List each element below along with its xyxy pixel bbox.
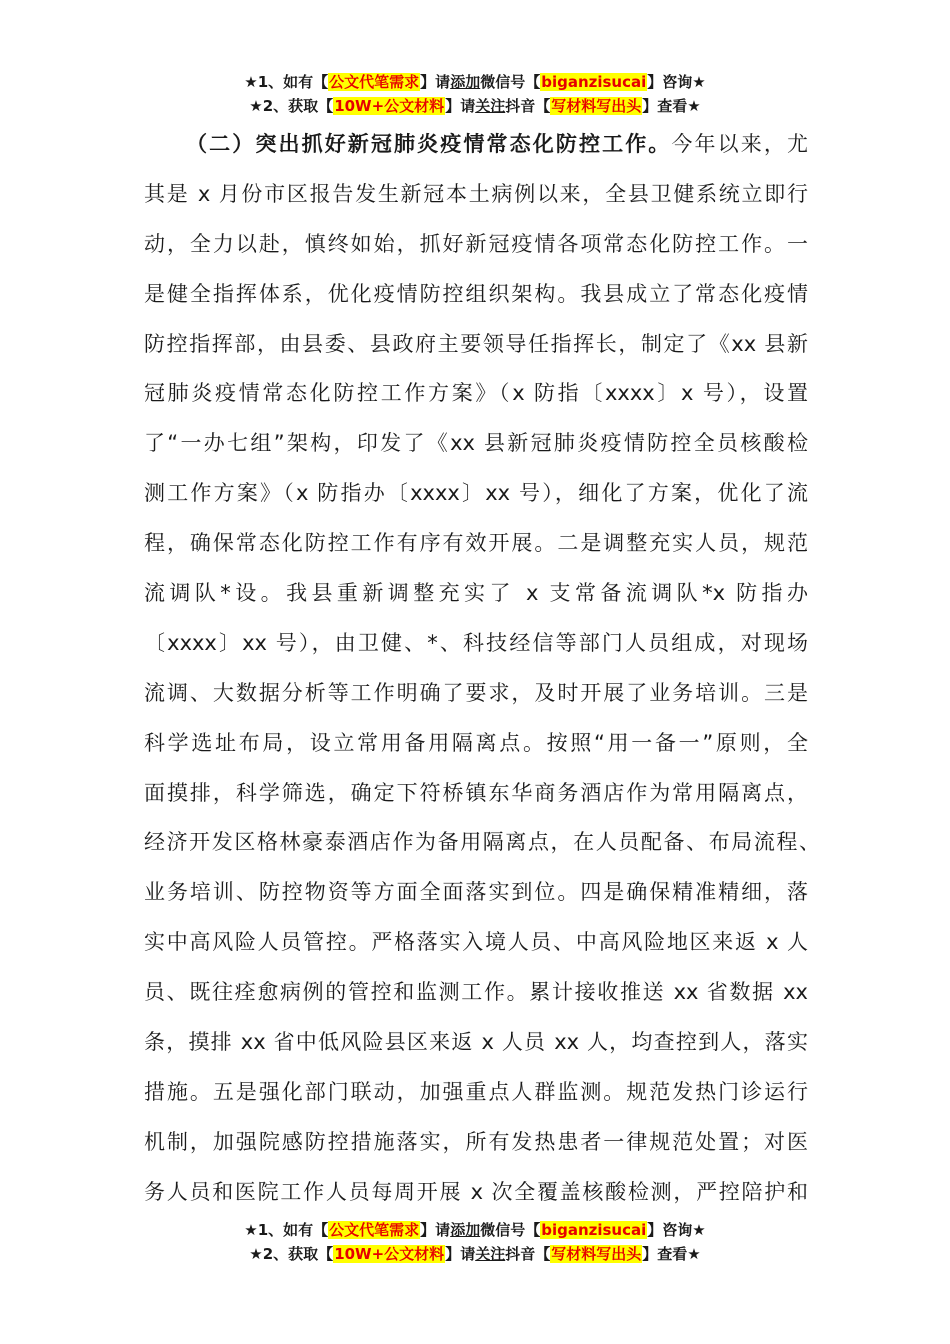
paragraph-line: 务人员和医院工作人员每周开展 x 次全覆盖核酸检测，严控陪护和: [144, 1179, 808, 1204]
highlight-douyin: 写材料写出头: [551, 1245, 642, 1263]
paragraph-line: 是健全指挥体系，优化疫情防控组织架构。我县成立了常态化疫情: [144, 281, 808, 306]
highlight-douyin: 写材料写出头: [551, 97, 642, 115]
line-text: 今年以来，尤: [671, 132, 808, 156]
banner-line-2: [0, 1242, 950, 1266]
paragraph-line: 科学选址布局，设立常用备用隔离点。按照“用一备一”原则，全: [144, 730, 808, 755]
paragraph-line: 冠肺炎疫情常态化防控工作方案》（x 防指〔xxxx〕x 号），设置: [144, 381, 808, 406]
paragraph-line: 措施。五是强化部门联动，加强重点人群监测。规范发热门诊运行: [144, 1079, 808, 1104]
highlight-service: 公文代笔需求: [329, 73, 420, 91]
paragraph-line: 员、既往痊愈病例的管控和监测工作。累计接收推送 xx 省数据 xx: [144, 980, 808, 1005]
paragraph-line: [144, 120, 808, 170]
banner-text: 抖音【: [505, 1245, 551, 1263]
banner-text: ★2、获取【: [249, 97, 334, 115]
banner-line-1: [0, 1218, 950, 1242]
banner-text: 】请: [420, 73, 451, 91]
paragraph-line: 业务培训、防控物资等方面全面落实到位。四是确保精准精细，落: [144, 880, 808, 905]
banner-text: 】请: [445, 1245, 476, 1263]
document-body: [144, 120, 820, 1218]
paragraph-line: 测工作方案》（x 防指办〔xxxx〕xx 号），细化了方案，优化了流: [144, 481, 808, 506]
paragraph-line: 经济开发区格林豪泰酒店作为备用隔离点，在人员配备、布局流程、: [144, 830, 820, 855]
paragraph-line: 动，全力以赴，慎终如始，抓好新冠疫情各项常态化防控工作。一: [144, 231, 808, 256]
footer-banner: [0, 1218, 950, 1266]
paragraph-line: 防控指挥部，由县委、县政府主要领导任指挥长，制定了《xx 县新: [144, 331, 808, 356]
highlight-service: 公文代笔需求: [329, 1221, 420, 1239]
highlight-wechat-id: biganzisucai: [541, 73, 647, 91]
highlight-materials: 10W+公文材料: [334, 1245, 445, 1263]
paragraph-line: 条，摸排 xx 省中低风险县区来返 x 人员 xx 人，均查控到人，落实: [144, 1030, 808, 1055]
underlined-text: 关注: [475, 97, 506, 115]
banner-line-1: [0, 70, 950, 94]
banner-text: 】咨询★: [647, 1221, 706, 1239]
banner-text: 微信号【: [480, 73, 541, 91]
paragraph-line: 面摸排，科学筛选，确定下符桥镇东华商务酒店作为常用隔离点，: [144, 780, 808, 805]
highlight-materials: 10W+公文材料: [334, 97, 445, 115]
banner-text: 】请: [420, 1221, 451, 1239]
banner-text: 】查看★: [642, 97, 701, 115]
banner-text: ★1、如有【: [244, 73, 329, 91]
banner-text: ★2、获取【: [249, 1245, 334, 1263]
paragraph-line: 机制，加强院感防控措施落实，所有发热患者一律规范处置；对医: [144, 1129, 808, 1154]
paragraph-line: 其是 x 月份市区报告发生新冠本土病例以来，全县卫健系统立即行: [144, 181, 808, 206]
paragraph-line: 流调队*设。我县重新调整充实了 x 支常备流调队*x 防指办: [144, 581, 808, 606]
section-heading: （二）突出抓好新冠肺炎疫情常态化防控工作。: [186, 132, 672, 156]
banner-text: 抖音【: [505, 97, 551, 115]
paragraph-line: 了“一办七组”架构，印发了《xx 县新冠肺炎疫情防控全员核酸检: [144, 431, 808, 456]
underlined-text: 添加: [450, 1221, 481, 1239]
underlined-text: 添加: [450, 73, 481, 91]
banner-line-2: [0, 94, 950, 118]
banner-text: 】咨询★: [647, 73, 706, 91]
banner-text: ★1、如有【: [244, 1221, 329, 1239]
banner-text: 微信号【: [480, 1221, 541, 1239]
paragraph-line: 实中高风险人员管控。严格落实入境人员、中高风险地区来返 x 人: [144, 930, 808, 955]
paragraph-line: 流调、大数据分析等工作明确了要求，及时开展了业务培训。三是: [144, 680, 808, 705]
header-banner: [0, 70, 950, 118]
paragraph-line: 程，确保常态化防控工作有序有效开展。二是调整充实人员，规范: [144, 531, 808, 556]
banner-text: 】查看★: [642, 1245, 701, 1263]
banner-text: 】请: [445, 97, 476, 115]
paragraph-line: 〔xxxx〕xx 号），由卫健、*、科技经信等部门人员组成，对现场: [144, 630, 808, 655]
highlight-wechat-id: biganzisucai: [541, 1221, 647, 1239]
underlined-text: 关注: [475, 1245, 506, 1263]
